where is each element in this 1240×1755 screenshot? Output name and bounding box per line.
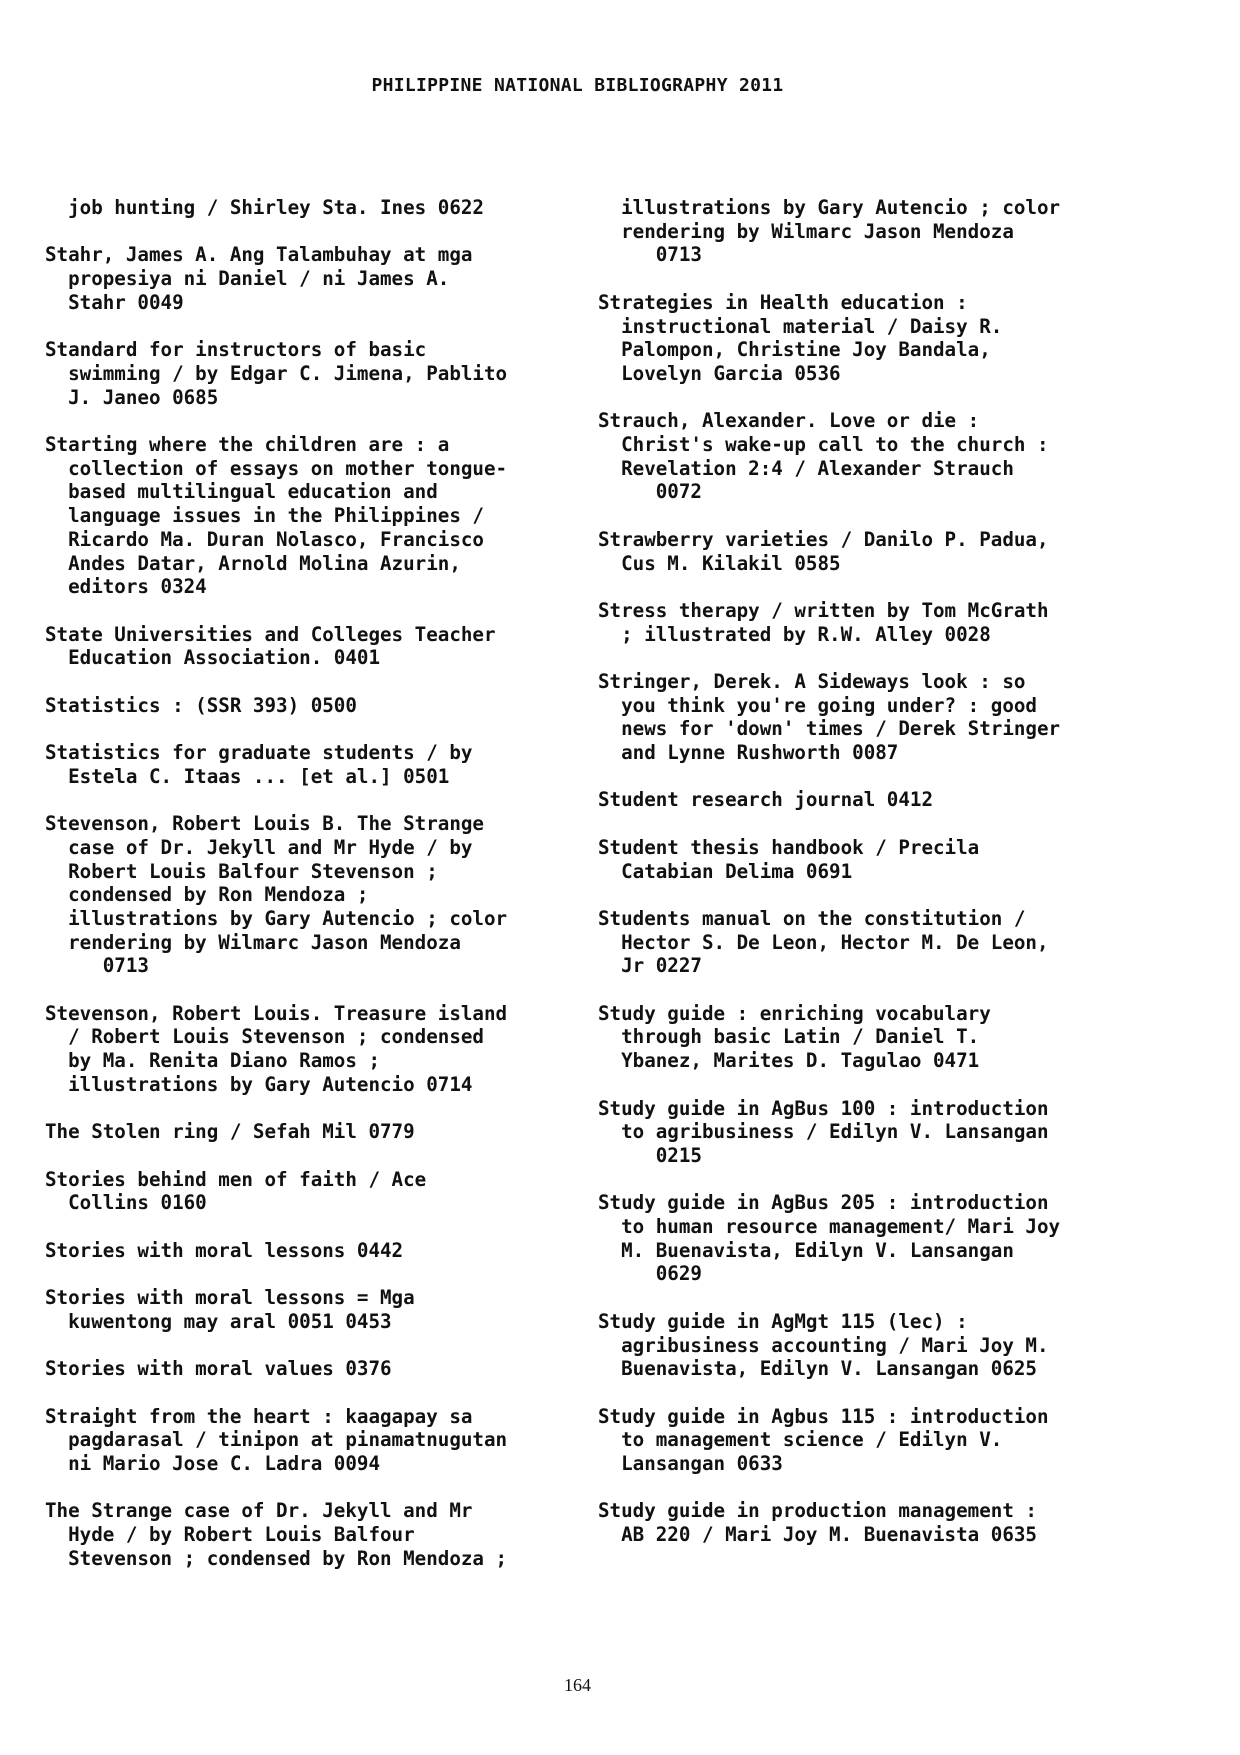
entry-line: Hyde / by Robert Louis Balfour	[45, 1523, 415, 1547]
bibliography-entry	[45, 1357, 565, 1381]
entry-line: Strategies in Health education :	[598, 290, 968, 314]
entry-line: language issues in the Philippines /	[45, 504, 484, 528]
entry-line: Study guide in AgBus 100 : introduction	[598, 1096, 1049, 1120]
entry-line: Stevenson, Robert Louis. Treasure island	[45, 1001, 508, 1025]
entry-line: instructional material / Daisy R.	[598, 314, 1003, 338]
entry-line: Ybanez, Marites D. Tagulao 0471	[598, 1049, 980, 1073]
entry-line: Stress therapy / written by Tom McGrath	[598, 598, 1049, 622]
bibliography-entry	[598, 291, 1158, 386]
right-column	[598, 196, 1158, 1571]
entry-line: Students manual on the constitution /	[598, 906, 1026, 930]
entry-line: Hector S. De Leon, Hector M. De Leon,	[598, 930, 1049, 954]
entry-line: Study guide : enriching vocabulary	[598, 1001, 991, 1025]
entry-line: to agribusiness / Edilyn V. Lansangan	[598, 1120, 1049, 1144]
entry-line: Christ's wake-up call to the church :	[598, 433, 1049, 456]
entry-line: collection of essays on mother tongue-	[45, 456, 508, 480]
entry-line: agribusiness accounting / Mari Joy M.	[598, 1333, 1049, 1357]
entry-line: Statistics : (SSR 393) 0500	[45, 693, 357, 717]
entry-line: / Robert Louis Stevenson ; condensed	[45, 1025, 484, 1049]
entry-line: Straight from the heart : kaagapay sa	[45, 1404, 473, 1428]
entry-line: Stories with moral values 0376	[45, 1357, 392, 1381]
entry-line: J. Janeo 0685	[45, 385, 219, 409]
bibliography-entry	[45, 741, 565, 788]
bibliography-entry	[598, 409, 1158, 504]
entry-line: editors 0324	[45, 575, 207, 599]
entry-line: Cus M. Kilakil 0585	[598, 551, 841, 575]
entry-line: Andes Datar, Arnold Molina Azurin,	[45, 551, 461, 575]
entry-line: news for 'down' times / Derek Stringer	[598, 717, 1061, 741]
bibliography-entry	[598, 599, 1158, 646]
bibliography-entry	[598, 1310, 1158, 1381]
entry-line: Robert Louis Balfour Stevenson ;	[45, 859, 438, 883]
entry-line: Stevenson ; condensed by Ron Mendoza ;	[45, 1546, 508, 1570]
bibliography-entry	[45, 1286, 565, 1333]
bibliography-entry	[598, 1002, 1158, 1073]
entry-line: Study guide in AgMgt 115 (lec) :	[598, 1309, 968, 1333]
entry-line: ni Mario Jose C. Ladra 0094	[45, 1452, 381, 1476]
bibliography-entry	[45, 1405, 565, 1476]
bibliography-entry	[45, 243, 565, 314]
page-header: PHILIPPINE NATIONAL BIBLIOGRAPHY 2011	[371, 75, 784, 96]
entry-line: condensed by Ron Mendoza ;	[45, 883, 369, 907]
entry-line: Estela C. Itaas ... [et al.] 0501	[45, 764, 450, 788]
entry-line: Statistics for graduate students / by	[45, 741, 473, 765]
entry-line: Stahr 0049	[45, 290, 184, 314]
entry-line: Education Association. 0401	[45, 646, 381, 670]
entry-line: Study guide in production management :	[598, 1499, 1037, 1523]
entry-line: Ricardo Ma. Duran Nolasco, Francisco	[45, 527, 484, 551]
bibliography-entry	[45, 1499, 565, 1570]
entry-line: 0713	[598, 243, 702, 267]
bibliography-entry	[45, 433, 565, 599]
entry-line: Lovelyn Garcia 0536	[598, 361, 841, 385]
entry-line: Stringer, Derek. A Sideways look : so	[598, 669, 1026, 693]
bibliography-entry	[45, 1120, 565, 1144]
entry-line: Starting where the children are : a	[45, 432, 450, 456]
entry-line: 0072	[598, 480, 702, 504]
entry-line: to human resource management/ Mari Joy	[598, 1215, 1061, 1239]
entry-line: Stories with moral lessons 0442	[45, 1238, 404, 1262]
entry-line: The Strange case of Dr. Jekyll and Mr	[45, 1499, 473, 1523]
entry-line: Stahr, James A. Ang Talambuhay at mga	[45, 243, 473, 267]
bibliography-entry	[598, 836, 1158, 883]
entry-line: 0713	[45, 954, 149, 978]
bibliography-entry	[598, 907, 1158, 978]
entry-line: AB 220 / Mari Joy M. Buenavista 0635	[598, 1523, 1037, 1547]
entry-line: Study guide in Agbus 115 : introduction	[598, 1404, 1049, 1428]
entry-line: Strawberry varieties / Danilo P. Padua,	[598, 527, 1049, 551]
bibliography-entry	[45, 812, 565, 978]
entry-line: illustrations by Gary Autencio ; color	[598, 196, 1061, 219]
entry-line: you think you're going under? : good	[598, 693, 1037, 717]
bibliography-entry	[45, 338, 565, 409]
bibliography-entry	[598, 1097, 1158, 1168]
entry-line: Catabian Delima 0691	[598, 859, 853, 883]
entry-line: pagdarasal / tinipon at pinamatnugutan	[45, 1428, 508, 1452]
entry-line: Standard for instructors of basic	[45, 338, 427, 362]
entry-line: Revelation 2:4 / Alexander Strauch	[598, 456, 1014, 480]
entry-line: to management science / Edilyn V.	[598, 1428, 1003, 1452]
entry-line: The Stolen ring / Sefah Mil 0779	[45, 1120, 415, 1144]
entry-line: State Universities and Colleges Teacher	[45, 622, 496, 646]
entry-line: Collins 0160	[45, 1191, 207, 1215]
entry-line: by Ma. Renita Diano Ramos ;	[45, 1049, 381, 1073]
bibliography-entry	[598, 1191, 1158, 1286]
entry-line: Stories with moral lessons = Mga	[45, 1286, 415, 1310]
bibliography-entry	[598, 788, 1158, 812]
bibliography-entry	[45, 623, 565, 670]
entry-line: Palompon, Christine Joy Bandala,	[598, 338, 991, 362]
entry-line: 0215	[598, 1143, 702, 1167]
entry-line: Stories behind men of faith / Ace	[45, 1167, 427, 1191]
entry-line: swimming / by Edgar C. Jimena, Pablito	[45, 361, 508, 385]
entry-line: Student thesis handbook / Precila	[598, 835, 980, 859]
entry-line: M. Buenavista, Edilyn V. Lansangan	[598, 1238, 1014, 1262]
bibliography-entry	[45, 694, 565, 718]
entry-line: Buenavista, Edilyn V. Lansangan 0625	[598, 1357, 1037, 1381]
bibliography-entry	[45, 1168, 565, 1215]
bibliography-entry	[598, 670, 1158, 765]
page-number: 164	[564, 1675, 591, 1695]
entry-line: Jr 0227	[598, 954, 702, 978]
entry-line: 0629	[598, 1262, 702, 1286]
entry-line: job hunting / Shirley Sta. Ines 0622	[45, 196, 484, 219]
entry-line: propesiya ni Daniel / ni James A.	[45, 267, 450, 291]
entry-line: through basic Latin / Daniel T.	[598, 1025, 980, 1049]
entry-line: illustrations by Gary Autencio 0714	[45, 1072, 473, 1096]
entry-line: based multilingual education and	[45, 480, 438, 504]
entry-line: Stevenson, Robert Louis B. The Strange	[45, 812, 484, 836]
bibliography-entry	[598, 528, 1158, 575]
left-column	[45, 196, 565, 1594]
entry-line: Student research journal 0412	[598, 788, 934, 812]
entry-line: rendering by Wilmarc Jason Mendoza	[45, 930, 461, 954]
bibliography-entry	[598, 196, 1158, 267]
bibliography-entry	[598, 1499, 1158, 1546]
entry-line: Strauch, Alexander. Love or die :	[598, 409, 980, 433]
bibliography-entry	[598, 1405, 1158, 1476]
entry-line: Lansangan 0633	[598, 1452, 783, 1476]
bibliography-entry	[45, 196, 565, 220]
entry-line: illustrations by Gary Autencio ; color	[45, 906, 508, 930]
bibliography-entry	[45, 1002, 565, 1097]
entry-line: case of Dr. Jekyll and Mr Hyde / by	[45, 835, 473, 859]
entry-line: and Lynne Rushworth 0087	[598, 741, 899, 765]
entry-line: Study guide in AgBus 205 : introduction	[598, 1191, 1049, 1215]
entry-line: ; illustrated by R.W. Alley 0028	[598, 622, 991, 646]
entry-line: kuwentong may aral 0051 0453	[45, 1309, 392, 1333]
entry-line: rendering by Wilmarc Jason Mendoza	[598, 219, 1014, 243]
bibliography-entry	[45, 1239, 565, 1263]
